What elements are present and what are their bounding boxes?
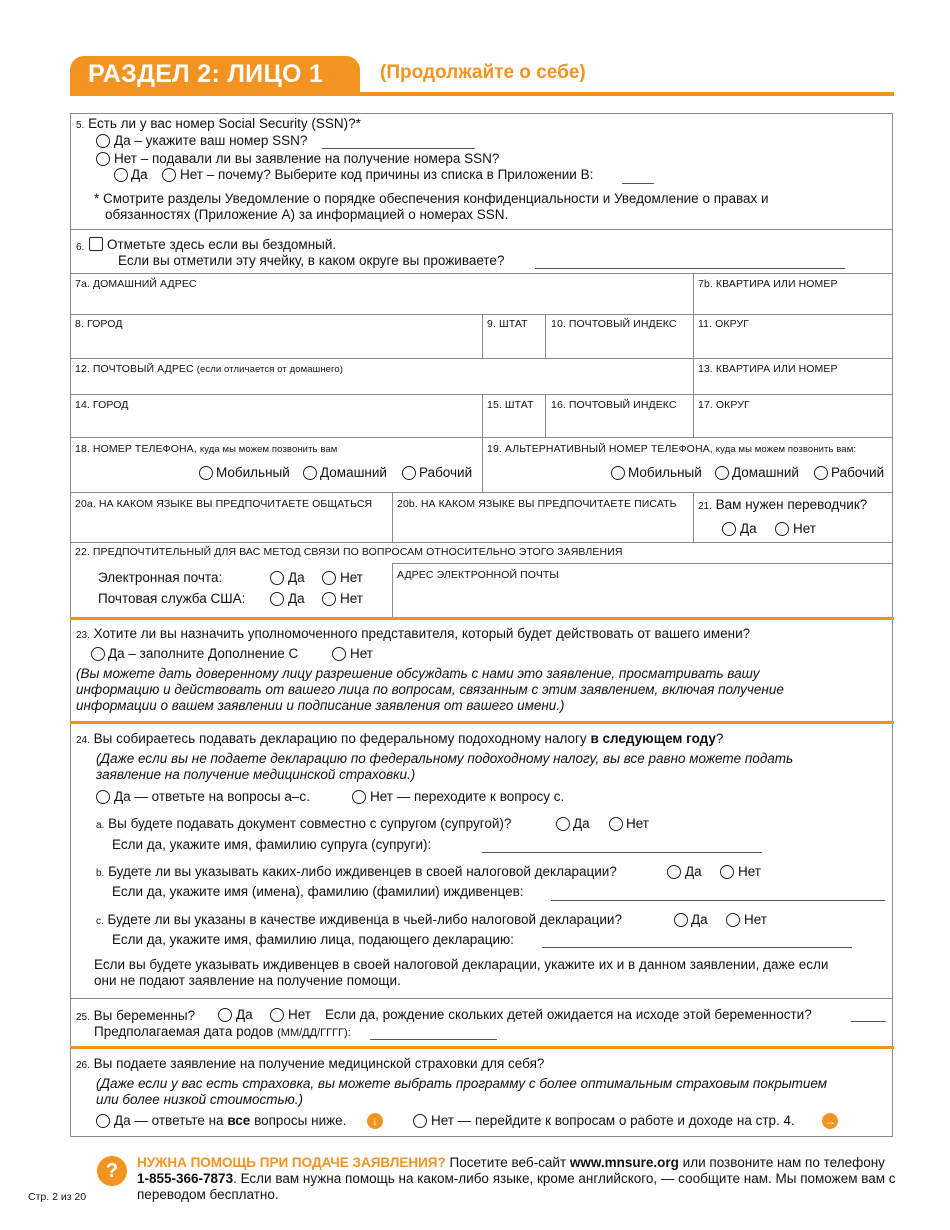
contact-mail-no-label: Нет	[340, 591, 363, 606]
q25-question: 25. Вы беременны?	[76, 1008, 196, 1023]
page-number: Стр. 2 из 20	[28, 1191, 87, 1203]
q24b-if: Если да, укажите имя (имена), фамилию (фамилии) иждивенцев:	[112, 884, 524, 899]
state-field[interactable]: 9. ШТАТ	[487, 318, 528, 330]
q22-email-label: Электронная почта:	[98, 570, 223, 585]
mail-zip-field[interactable]: 16. ПОЧТОВЫЙ ИНДЕКС	[551, 399, 677, 411]
help-text: НУЖНА ПОМОЩЬ ПРИ ПОДАЧЕ ЗАЯВЛЕНИЯ? Посетите веб-сайт www.mnsure.org или позвоните нам по телефону 1-855-366-7873. Если вам нужна помощь на каком-либо языке, кроме английского, — сообщите нам. Мы поможем вам с переводом бесплатно.	[137, 1155, 896, 1202]
speak-language-field[interactable]: 20a. НА КАКОМ ЯЗЫКЕ ВЫ ПРЕДПОЧИТАЕТЕ ОБЩАТЬСЯ	[75, 498, 373, 510]
phone-home-label: Домашний	[320, 465, 387, 480]
q5-question: 5. Есть ли у вас номер Social Security (SSN)?*	[76, 116, 361, 131]
q23-yes-radio[interactable]	[91, 647, 105, 661]
divider	[70, 273, 893, 274]
q23-note-3: информации о вашем заявлении и подписание заявления от вашего имени.)	[76, 698, 565, 713]
q24-yes-radio[interactable]	[96, 790, 110, 804]
q5-applied-no-radio[interactable]	[162, 168, 176, 182]
q22-label: 22. ПРЕДПОЧТИТЕЛЬНЫЙ ДЛЯ ВАС МЕТОД СВЯЗИ ПО ВОПРОСАМ ОТНОСИТЕЛЬНО ЭТОГО ЗАЯВЛЕНИЯ	[75, 546, 623, 558]
write-language-field[interactable]: 20b. НА КАКОМ ЯЗЫКЕ ВЫ ПРЕДПОЧИТАЕТЕ ПИСАТЬ	[397, 498, 677, 510]
alt-phone-home-label: Домашний	[732, 465, 799, 480]
q23-note-2: информацию и действовать от вашего лица по вопросам, связанным с этим заявлением, включая получение	[76, 682, 784, 697]
mail-county-field[interactable]: 17. ОКРУГ	[698, 399, 750, 411]
q26-no-label: Нет — перейдите к вопросам о работе и доходе на стр. 4.	[431, 1113, 795, 1128]
county-input[interactable]	[535, 268, 845, 269]
q25-no-radio[interactable]	[270, 1008, 284, 1022]
phone-field-label: 18. НОМЕР ТЕЛЕФОНА, куда мы можем позвонить вам	[75, 443, 338, 455]
q6-sub: Если вы отметили эту ячейку, в каком округе вы проживаете?	[118, 253, 505, 268]
q23-yes-label: Да – заполните Дополнение C	[108, 646, 299, 661]
orange-divider	[70, 1046, 894, 1049]
orange-divider	[70, 721, 894, 724]
orange-divider	[70, 617, 894, 620]
q26-yes-label: Да — ответьте на все вопросы ниже.	[114, 1113, 347, 1128]
divider	[482, 394, 483, 437]
q23-note-1: (Вы можете дать доверенному лицу разрешение обсуждать с нами это заявление, просматривать вашу	[76, 666, 760, 681]
due-date-input[interactable]	[370, 1039, 497, 1040]
divider	[70, 492, 893, 493]
divider	[693, 314, 694, 358]
alt-phone-home-radio[interactable]	[715, 466, 729, 480]
alt-phone-mobile-radio[interactable]	[611, 466, 625, 480]
q24c-question: c. Будете ли вы указаны в качестве иждивенца в чьей-либо налоговой декларации?	[96, 912, 622, 927]
divider	[392, 563, 893, 564]
q6-label: Отметьте здесь если вы бездомный.	[107, 237, 337, 252]
q24a-yes-label: Да	[573, 816, 590, 831]
divider	[392, 492, 393, 542]
contact-mail-yes-radio[interactable]	[270, 592, 284, 606]
divider	[693, 358, 694, 394]
divider	[545, 394, 546, 437]
phone-work-radio[interactable]	[402, 466, 416, 480]
q5-note-line2: обязанностях (Приложение A) за информацией о номерах SSN.	[105, 207, 509, 222]
contact-email-no-label: Нет	[340, 570, 363, 585]
q5-yes-radio[interactable]	[96, 134, 110, 148]
interpreter-question: 21. Вам нужен переводчик?	[698, 497, 868, 512]
q24-no-radio[interactable]	[352, 790, 366, 804]
q24b-yes-label: Да	[685, 864, 702, 879]
q24b-no-radio[interactable]	[720, 865, 734, 879]
phone-mobile-radio[interactable]	[199, 466, 213, 480]
phone-mobile-label: Мобильный	[216, 465, 290, 480]
q24-note-1: (Даже если вы не подаете декларацию по федеральному подоходному налогу, вы все равно можете подать	[96, 751, 794, 766]
q5-applied-yes-radio[interactable]	[114, 168, 128, 182]
mail-city-field[interactable]: 14. ГОРОД	[75, 399, 129, 411]
q26-note-2: или более низкой стоимостью.)	[96, 1092, 304, 1107]
q24-no-label: Нет — переходите к вопросу c.	[370, 789, 565, 804]
q5-note-line1: * Смотрите разделы Уведомление о порядке обеспечения конфиденциальности и Уведомление о правах и	[94, 191, 769, 206]
alt-phone-work-label: Рабочий	[831, 465, 885, 480]
q24c-no-radio[interactable]	[726, 913, 740, 927]
q5-no-label: Нет – подавали ли вы заявление на получение номера SSN?	[114, 151, 500, 166]
ssn-input[interactable]	[322, 148, 475, 149]
q24b-question: b. Будете ли вы указывать каких-либо иждивенцев в своей налоговой декларации?	[96, 864, 617, 879]
q24a-question: a. Вы будете подавать документ совместно с супругом (супругой)?	[96, 816, 512, 831]
reason-code-input[interactable]	[622, 183, 654, 184]
q25-no-label: Нет	[288, 1007, 311, 1022]
spouse-name-input[interactable]	[482, 852, 762, 853]
q25-children: Если да, рождение скольких детей ожидается на исходе этой беременности?	[325, 1007, 812, 1022]
q26-no-radio[interactable]	[413, 1114, 427, 1128]
q24c-no-label: Нет	[744, 912, 767, 927]
q25-yes-label: Да	[236, 1007, 253, 1022]
children-count-input[interactable]	[851, 1021, 886, 1022]
home-address-field[interactable]: 7a. ДОМАШНИЙ АДРЕС	[75, 278, 197, 290]
q24a-no-label: Нет	[626, 816, 649, 831]
contact-email-yes-radio[interactable]	[270, 571, 284, 585]
dependents-input[interactable]	[551, 900, 885, 901]
q24c-if: Если да, укажите имя, фамилию лица, подающего декларацию:	[112, 932, 514, 947]
interpreter-no-label: Нет	[793, 521, 816, 536]
section-title: РАЗДЕЛ 2: ЛИЦО 1	[88, 60, 324, 88]
phone-work-label: Рабочий	[419, 465, 473, 480]
q24a-no-radio[interactable]	[609, 817, 623, 831]
q24a-if: Если да, укажите имя, фамилию супруга (супруги):	[112, 837, 432, 852]
alt-phone-mobile-label: Мобильный	[628, 465, 702, 480]
q26-question: 26. Вы подаете заявление на получение медицинской страховки для себя?	[76, 1056, 545, 1071]
q26-note-1: (Даже если у вас есть страховка, вы можете выбрать программу с более оптимальным страховым покрытием	[96, 1076, 828, 1091]
q24c-yes-radio[interactable]	[674, 913, 688, 927]
q22-mail-label: Почтовая служба США:	[98, 591, 246, 606]
apt-field[interactable]: 7b. КВАРТИРА ИЛИ НОМЕР	[698, 278, 838, 290]
interpreter-no-radio[interactable]	[775, 522, 789, 536]
arrow-down-icon: ↓	[367, 1113, 383, 1129]
divider	[482, 314, 483, 358]
section-subtitle: (Продолжайте о себе)	[380, 62, 586, 83]
help-question-icon: ?	[97, 1156, 127, 1186]
email-address-field[interactable]: АДРЕС ЭЛЕКТРОННОЙ ПОЧТЫ	[397, 569, 559, 581]
q23-no-radio[interactable]	[332, 647, 346, 661]
filer-name-input[interactable]	[542, 947, 852, 948]
divider	[70, 229, 893, 230]
divider	[70, 998, 893, 999]
q24-note-2: заявление на получение медицинской страховки.)	[96, 767, 416, 782]
q5-applied-yes-label: Да	[131, 167, 148, 182]
contact-mail-yes-label: Да	[288, 591, 305, 606]
county-field[interactable]: 11. ОКРУГ	[698, 318, 750, 330]
homeless-checkbox[interactable]	[89, 237, 103, 251]
q24a-yes-radio[interactable]	[556, 817, 570, 831]
contact-email-no-radio[interactable]	[322, 571, 336, 585]
q23-question: 23. Хотите ли вы назначить уполномоченного представителя, который будет действовать от вашего имени?	[76, 626, 751, 641]
q24b-no-label: Нет	[738, 864, 761, 879]
mail-apt-field[interactable]: 13. КВАРТИРА ИЛИ НОМЕР	[698, 363, 838, 375]
arrow-right-icon: →	[824, 1114, 836, 1128]
q5-no-radio[interactable]	[96, 152, 110, 166]
q24b-yes-radio[interactable]	[667, 865, 681, 879]
divider	[70, 542, 893, 543]
divider	[693, 394, 694, 437]
q25-due: Предполагаемая дата родов (ММ/ДД/ГГГГ):	[94, 1024, 351, 1039]
divider	[70, 358, 893, 359]
divider	[482, 437, 483, 492]
q24c-yes-label: Да	[691, 912, 708, 927]
contact-email-yes-label: Да	[288, 570, 305, 585]
q24-yes-label: Да — ответьте на вопросы a–c.	[114, 789, 310, 804]
interpreter-yes-radio[interactable]	[722, 522, 736, 536]
contact-mail-no-radio[interactable]	[322, 592, 336, 606]
q5-applied-no-label: Нет – почему? Выберите код причины из списка в Приложении B:	[180, 167, 594, 182]
q24-question: 24. Вы собираетесь подавать декларацию по федеральному подоходному налогу в следующем году?	[76, 731, 724, 746]
q23-no-label: Нет	[350, 646, 373, 661]
zip-field[interactable]: 10. ПОЧТОВЫЙ ИНДЕКС	[551, 318, 677, 330]
alt-phone-work-radio[interactable]	[814, 466, 828, 480]
phone-home-radio[interactable]	[303, 466, 317, 480]
mail-address-field[interactable]: 12. ПОЧТОВЫЙ АДРЕС (если отличается от домашнего)	[75, 363, 344, 375]
interpreter-yes-label: Да	[740, 521, 757, 536]
mail-state-field[interactable]: 15. ШТАТ	[487, 399, 534, 411]
city-field[interactable]: 8. ГОРОД	[75, 318, 123, 330]
divider	[545, 314, 546, 358]
q25-yes-radio[interactable]	[218, 1008, 232, 1022]
q6-number: 6.	[76, 242, 85, 253]
q24-footer-1: Если вы будете указывать иждивенцев в своей налоговой декларации, укажите их и в данном заявлении, даже если	[94, 957, 829, 972]
divider	[693, 492, 694, 542]
q26-yes-radio[interactable]	[96, 1114, 110, 1128]
q5-yes-label: Да – укажите ваш номер SSN?	[114, 133, 308, 148]
q24-footer-2: они не подают заявление на получение помощи.	[94, 973, 401, 988]
divider	[392, 563, 393, 618]
alt-phone-field-label: 19. АЛЬТЕРНАТИВНЫЙ НОМЕР ТЕЛЕФОНА, куда мы можем позвонить вам:	[487, 443, 857, 455]
divider	[693, 273, 694, 314]
header-rule	[70, 92, 894, 96]
